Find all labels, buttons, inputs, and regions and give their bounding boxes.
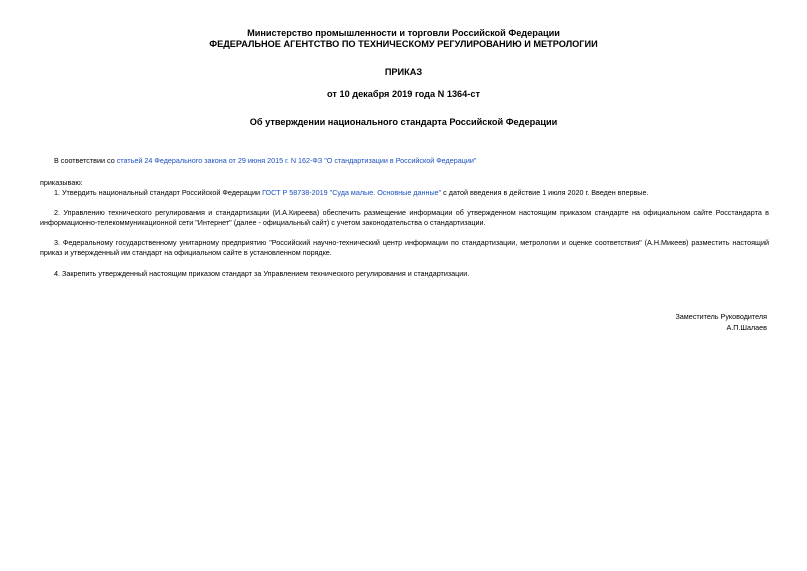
preamble: [40, 156, 769, 166]
document-subject: Об утверждении национального стандарта Российской Федерации: [249, 117, 558, 127]
signer-title: Заместитель Руководителя: [675, 312, 767, 321]
preamble-text: В соответствии со: [54, 156, 117, 165]
item-2: 2. Управлению технического регулирования и стандартизации (И.А.Киреева) обеспечить размещение информации об утвержденном настоящим приказом стандарте на официальном сайте Росстандарта в информационно-телекоммуникационной сети "Интернет" (далее - официальный сайт) с учетом законодательства о стандартизации.: [40, 208, 769, 227]
ministry-name: Министерство промышленности и торговли Российской Федерации: [247, 28, 560, 38]
document-date: от 10 декабря 2019 года N 1364-ст: [327, 89, 480, 99]
signature-block: [675, 311, 767, 333]
signer-name: А.П.Шалаев: [726, 323, 767, 332]
item-1: [40, 188, 769, 198]
item-4: 4. Закрепить утвержденный настоящим приказом стандарт за Управлением технического регулирования и стандартизации.: [54, 269, 470, 278]
item-3: 3. Федеральному государственному унитарному предприятию "Российский научно-технический центр информации по стандартизации, метрологии и оценке соответствия" (А.Н.Микеев) разместить настоящий приказ и утвержденный им стандарт на официальном сайте в установленном порядке.: [40, 238, 769, 257]
agency-name: ФЕДЕРАЛЬНОЕ АГЕНТСТВО ПО ТЕХНИЧЕСКОМУ РЕГУЛИРОВАНИЮ И МЕТРОЛОГИИ: [209, 39, 598, 49]
order-word: приказываю:: [40, 178, 83, 187]
gost-link[interactable]: ГОСТ Р 58738-2019 "Суда малые. Основные данные": [262, 188, 442, 197]
document-type: ПРИКАЗ: [384, 67, 423, 77]
document-header: [0, 28, 807, 50]
item-1-prefix: 1. Утвердить национальный стандарт Российской Федерации: [54, 188, 263, 197]
item-1-suffix: с датой введения в действие 1 июля 2020 г. Введен впервые.: [441, 188, 649, 197]
law-link[interactable]: статьей 24 Федерального закона от 29 июня 2015 г. N 162-ФЗ "О стандартизации в Российской Федерации": [116, 156, 477, 165]
